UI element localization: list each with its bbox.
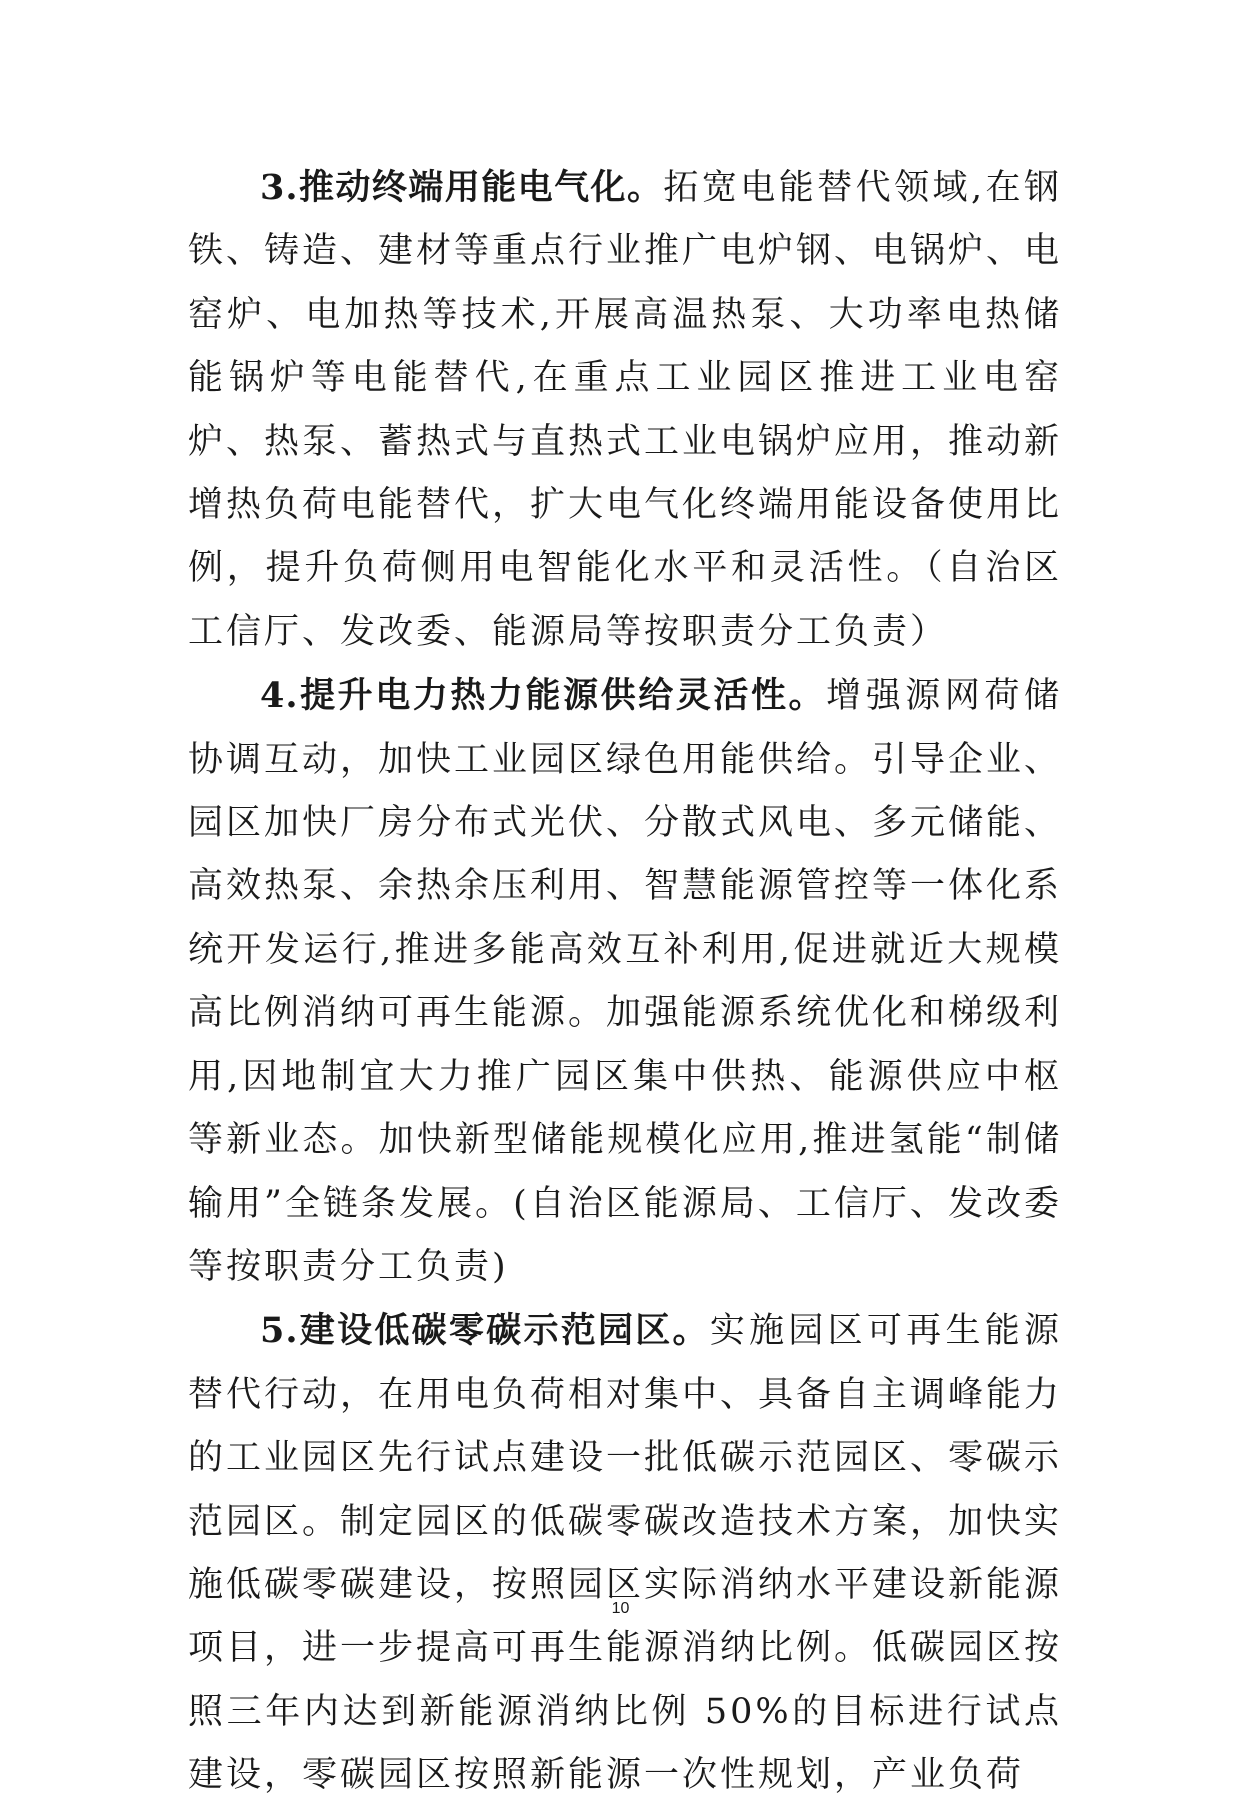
section-paragraph-5 (188, 1299, 1062, 1807)
section-heading-5: 5.建设低碳零碳示范园区。 (260, 1310, 710, 1352)
section-body-5: 实施园区可再生能源替代行动，在用电负荷相对集中、具备自主调峰能力的工业园区先行试点建设一批低碳示范园区、零碳示范园区。制定园区的低碳零碳改造技术方案，加快实施低碳零碳建设，按照园区实际消纳水平建设新能源项目，进一步提高可再生能源消纳比例。低碳园区按照三年内达到新能源消纳比例 50%的目标进行试点建设，零碳园区按照新能源一次性规划，产业负荷 (188, 1311, 1063, 1796)
document-body (188, 156, 1062, 1808)
section-heading-3: 3.推动终端用能电气化。 (260, 167, 664, 208)
section-body-4: 增强源网荷储协调互动，加快工业园区绿色用能供给。引导企业、园区加快厂房分布式光伏、分散式风电、多元储能、高效热泵、余热余压利用、智慧能源管控等一体化系统开发运行,推进多能高效互补利用,促进就近大规模高比例消纳可再生能源。加强能源系统优化和梯级利用,因地制宜大力推广园区集中供热、能源供应中枢等新业态。加快新型储能规模化应用,推进氢能“制储输用”全链条发展。(自治区能源局、工信厅、发改委等按职责分工负责) (188, 676, 1063, 1287)
section-paragraph-4 (188, 664, 1062, 1299)
page-number: 10 (611, 1600, 630, 1617)
section-body-3: 拓宽电能替代领域,在钢铁、铸造、建材等重点行业推广电炉钢、电锅炉、电窑炉、电加热等技术,开展高温热泵、大功率电热储能锅炉等电能替代,在重点工业园区推进工业电窑炉、热泵、蓄热式与直热式工业电锅炉应用，推动新增热负荷电能替代，扩大电气化终端用能设备使用比例，提升负荷侧用电智能化水平和灵活性。（自治区工信厅、发改委、能源局等按职责分工负责） (188, 168, 1063, 652)
section-heading-4: 4.提升电力热力能源供给灵活性。 (260, 675, 827, 717)
section-paragraph-3 (188, 156, 1062, 664)
